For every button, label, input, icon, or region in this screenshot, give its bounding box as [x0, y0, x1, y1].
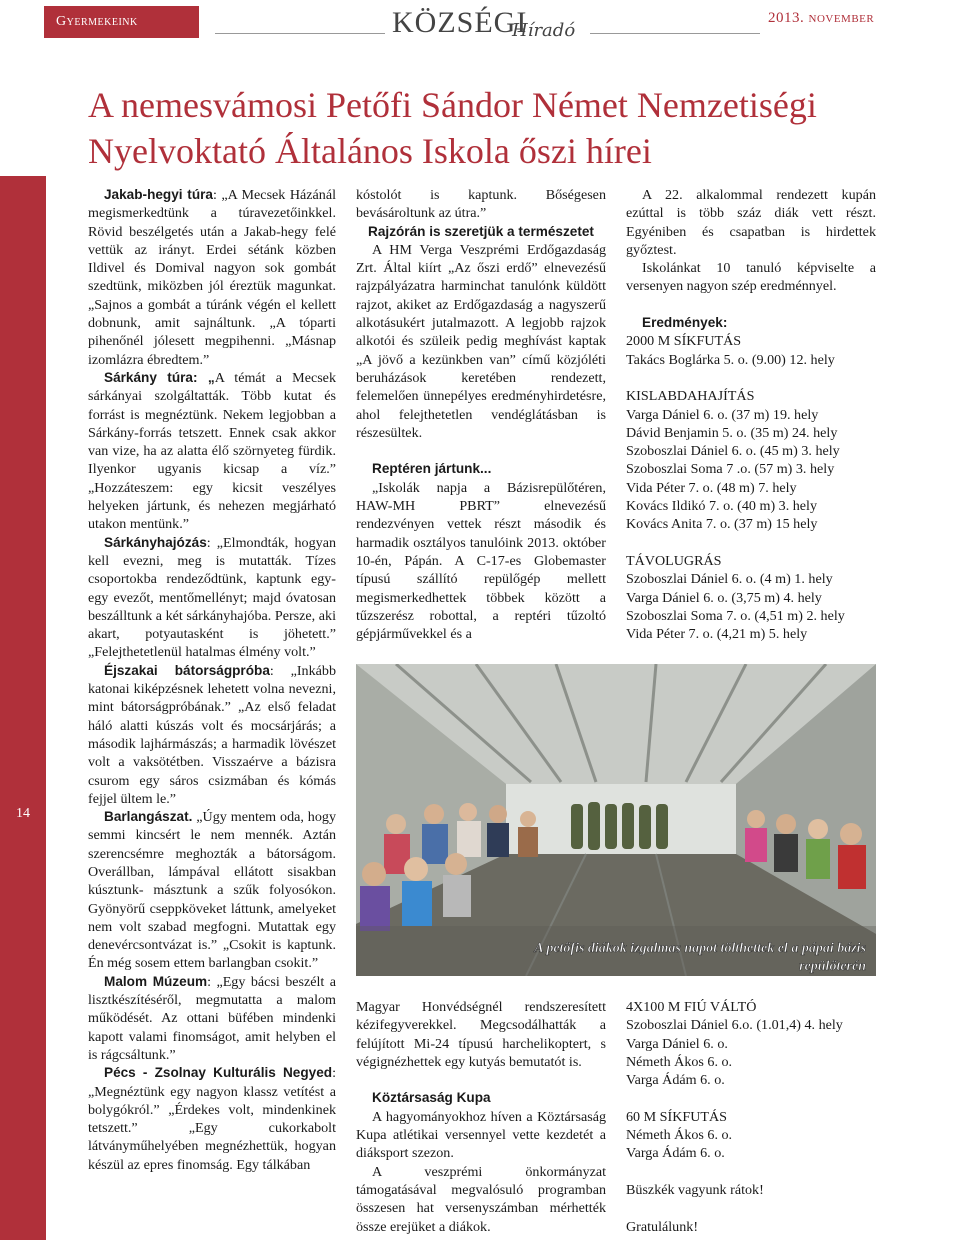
- paragraph-text: : „Megnéztünk egy nagyon klassz vetítést a bolygókról.” „Érdekes volt, mindenkinek tetszett.” „Egy cukorkabolt látványműhelyében megnézhettük, hogyan készül az epres finomság. Egy tálkában: [88, 1065, 336, 1173]
- paragraph-text: A HM Verga Veszprémi Erdőgazdaság Zrt. Által kiírt „Az őszi erdő” elnevezésű rajzpályázatra harminchat tanulónk küldött rajzot, akiket az Erdőgazdaság a nagyszerű alkotásukért jutalmazott. A legjobb rajzok alkotói és szüleik pedig meghívást kaptak „A jövő a kezünkben van” című közjóléti beruházások keretében rendezett, felemelően ünnepélyes eredményhirdetésre, ahol felejthetetlen vendéglátásban is részesültek.: [356, 241, 606, 441]
- issue-year: 2013.: [768, 10, 805, 26]
- subheading: Jakab-hegyi túra: [104, 187, 213, 202]
- rear-opening: [506, 784, 736, 854]
- magazine-logo: [392, 0, 592, 44]
- result-line: Szoboszlai Soma 7 .o. (57 m) 3. hely: [626, 461, 835, 478]
- column-2-continued: [356, 998, 606, 1236]
- spacer: [626, 1199, 876, 1217]
- subheading-rajzoran: Rajzórán is szeretjük a természetet: [368, 223, 594, 239]
- paragraph-text: „Úgy mentem oda, hogy semmi kincsért le nem mennék. Aztán szerencsémre meghozták a bátorságom. Overállban, lámpával ellátott sisakban kúsztunk- másztunk a szűk folyosókon. Gyönyörű cseppköveket láttunk, amelyeket nem volt szabad megfogni. Mutattak egy denevércsontvázat is.” „Csokit is kaptunk. Én még sosem ettem barlangban csokit.”: [88, 809, 336, 972]
- paragraph-text: A témát a Mecsek sárkányai szolgáltatták. Több kutat és forrást is megnéztünk. Nekem legjobban a Sárkány-forrás tetszett. Ennek csak akkor van vize, ha az alatta élő szörnyeteg fürdik. Ilyenkor ugyanis kicsap a víz.” „Hozzáteszem: egy kicsit veszélyes helyeken jártunk, és nehezen megjárható utakon mentünk.”: [88, 369, 336, 533]
- spacer: [626, 534, 876, 552]
- result-line: Szoboszlai Soma 7. o. (4,51 m) 2. hely: [626, 607, 845, 624]
- issue-date: [768, 10, 874, 27]
- result-line: Varga Dániel 6. o.: [626, 1035, 728, 1052]
- event-name: TÁVOLUGRÁS: [626, 552, 722, 569]
- logo-script-text: Híradó: [512, 20, 576, 41]
- closing-line: Gratulálunk!: [626, 1218, 699, 1235]
- header-rule-left: [215, 33, 385, 34]
- result-line: Takács Boglárka 5. o. (9.00) 12. hely: [626, 351, 835, 368]
- issue-month: november: [808, 10, 875, 26]
- photo-caption-line-2: repülőterén: [799, 959, 866, 974]
- paragraph-text: A 22. alkalommal rendezett kupán ezúttal is több száz diák vett részt. Egyéniben és csapatban is hirdettek győztest.: [626, 187, 876, 258]
- result-line: Németh Ákos 6. o.: [626, 1053, 733, 1070]
- result-line: Németh Ákos 6. o.: [626, 1127, 733, 1144]
- paragraph-text: Magyar Honvédségnél rendszeresített kézifegyverekkel. Megcsodálhatták a felújított Mi-24 típusú harchelikoptert, s végignézhettek egy kutyás bemutatót is.: [356, 999, 606, 1070]
- result-line: Szoboszlai Dániel 6.o. (1.01,4) 4. hely: [626, 1017, 843, 1034]
- spacer: [626, 1163, 876, 1181]
- event-block: [626, 332, 876, 369]
- result-line: Varga Ádám 6. o.: [626, 1072, 725, 1089]
- column-1: [88, 186, 336, 1174]
- paragraph-text: „Iskolák napja a Bázisrepülőtéren, HAW-MH PBRT” elnevezésű rendezvényen vettek részt második és harmadik osztályos tanulóink 2013. október 10-én, Pápán. A C-17-es Globemaster típusú szállító repülőgép mellett megismerkedhettek többek között a tűzszerész robottal, a reptéri tűzoltó gépjárművekkel és a: [356, 479, 606, 643]
- result-line: Vida Péter 7. o. (4,21 m) 5. hely: [626, 626, 808, 643]
- subheading-repteren: Reptéren jártunk...: [372, 461, 492, 477]
- event-name: 2000 M SÍKFUTÁS: [626, 333, 742, 350]
- event-block: [626, 998, 876, 1089]
- event-block: [626, 552, 876, 643]
- paragraph-barlangaszat: [88, 808, 336, 973]
- result-line: Dávid Benjamin 5. o. (35 m) 24. hely: [626, 424, 838, 441]
- paragraph-text: : „Egy bácsi beszélt a lisztkészítéséről, megmutatta a malom működését. Az ottani büfében mindenki kapott valami finomságot, amit helyben el is rágcsáltunk.”: [88, 973, 337, 1063]
- paragraph-text: A hagyományokhoz híven a Köztársaság Kupa atlétikai versennyel vette kezdetét a diáksport szezon.: [356, 1108, 606, 1162]
- result-line: Szoboszlai Dániel 6. o. (45 m) 3. hely: [626, 443, 840, 460]
- spacer: [626, 296, 876, 314]
- event-name: 60 M SÍKFUTÁS: [626, 1108, 728, 1125]
- column-2: [356, 186, 606, 643]
- paragraph-zsolnay: [88, 1064, 336, 1174]
- event-name: KISLABDAHAJÍTÁS: [626, 388, 755, 405]
- spacer: [356, 442, 606, 460]
- subheading: Barlangászat.: [104, 809, 193, 825]
- paragraph-sarkanyhajozas: [88, 534, 336, 662]
- subheading: Éjszakai bátorságpróba: [104, 662, 270, 678]
- page-number: 14: [16, 806, 30, 821]
- subheading: Malom Múzeum: [104, 973, 208, 989]
- result-line: Kovács Anita 7. o. (37 m) 15 hely: [626, 516, 818, 533]
- paragraph-text: : „A Mecsek Házánál megismerkedtünk a túravezetőinkkel. Rövid beszélgetés után a Jakab-hegy felé vettük az irányt. Erdei sétánk közben Ildivel és Domival nagyon sok gombát szedtünk, miközben jól éreztük magunkat. „Sajnos a gombát a túránk végén el kellett dobnunk, amit sajnáltunk. „A tóparti pihenőnél jólesett megpihenni. „Másnap izomlázra ébredtem.”: [88, 187, 336, 368]
- result-line: Szoboszlai Dániel 6. o. (4 m) 1. hely: [626, 571, 833, 588]
- paragraph-jakab-hegy: [88, 186, 336, 369]
- paragraph-malom: [88, 973, 336, 1064]
- subheading: Sárkány túra: „: [104, 369, 215, 385]
- paragraph-text: Iskolánkat 10 tanuló képviselte a versenyen nagyon szép eredménnyel.: [626, 260, 876, 295]
- result-line: Varga Dániel 6. o. (3,75 m) 4. hely: [626, 589, 822, 606]
- result-line: Varga Ádám 6. o.: [626, 1145, 725, 1162]
- spacer: [356, 1071, 606, 1089]
- page-header: [0, 0, 960, 44]
- paragraph-text: A veszprémi önkormányzat támogatásával megvalósuló programban összesen hat versenyszámban mérhették össze erejüket a diákok.: [356, 1163, 606, 1235]
- result-line: Kovács Ildikó 7. o. (40 m) 3. hely: [626, 498, 818, 515]
- photo-caption-line-1: A petőfis diákok izgalmas napot tölthettek el a pápai bázis: [534, 941, 866, 956]
- event-block: [626, 1108, 876, 1163]
- column-3: [626, 186, 876, 643]
- subheading: Sárkányhajózás: [104, 534, 207, 550]
- paragraph-sarkany-tura: [88, 369, 336, 534]
- airbase-photo: [356, 664, 876, 976]
- spacer: [626, 369, 876, 387]
- results-heading: Eredmények:: [642, 315, 728, 331]
- subheading: Pécs - Zsolnay Kulturális Negyed: [104, 1065, 333, 1081]
- event-block: [626, 387, 876, 533]
- paragraph-ejszakai: [88, 662, 336, 808]
- article-title: [88, 82, 928, 174]
- header-rule-right: [590, 33, 760, 34]
- closing-line: Büszkék vagyunk rátok!: [626, 1181, 764, 1198]
- paragraph-text: : „Elmondták, hogyan kell evezni, meg is mutatták. Tízes csoportokba rendeződtünk, kaptunk egy-egy evezőt, mentőmellényt; majd óvatosan beszálltunk a két sárkányhajóba. Persze, aki akart, potyautasként is jöhetett.” „Felejthetetlenül hatalmas élmény volt.”: [88, 534, 336, 661]
- title-line-2: Nyelvoktató Általános Iskola őszi hírei: [88, 131, 652, 171]
- paragraph-text: kóstolót is kaptunk. Bőségesen bevásároltunk az útra.”: [356, 187, 606, 222]
- result-line: Vida Péter 7. o. (48 m) 7. hely: [626, 479, 797, 496]
- section-tab: Gyermekeink: [44, 6, 199, 38]
- column-3-continued: [626, 998, 876, 1236]
- cargo-hold-illustration: [356, 664, 876, 976]
- paragraph-text: : „Inkább katonai kiképzésnek lehetett volna nevezni, mint bátorságpróbának.” „Az első feladat háló alatti kúszás volt és mocsárjárás; a második lajhármászás; a harmadik lövészet volt a vaksötétben. Visszaérve a bázisra csurom egy sáros csizmában és kómás fejjel ültem le.”: [88, 662, 336, 807]
- spacer: [626, 1089, 876, 1107]
- result-line: Varga Dániel 6. o. (37 m) 19. hely: [626, 406, 819, 423]
- page-number-bar: [0, 176, 46, 1240]
- subheading-koztarsasag-kupa: Köztársaság Kupa: [372, 1090, 491, 1106]
- event-name: 4X100 M FIÚ VÁLTÓ: [626, 999, 757, 1015]
- logo-main-text: KÖZSÉGI: [392, 6, 528, 39]
- title-line-1: A nemesvámosi Petőfi Sándor Német Nemzetiségi: [88, 85, 817, 125]
